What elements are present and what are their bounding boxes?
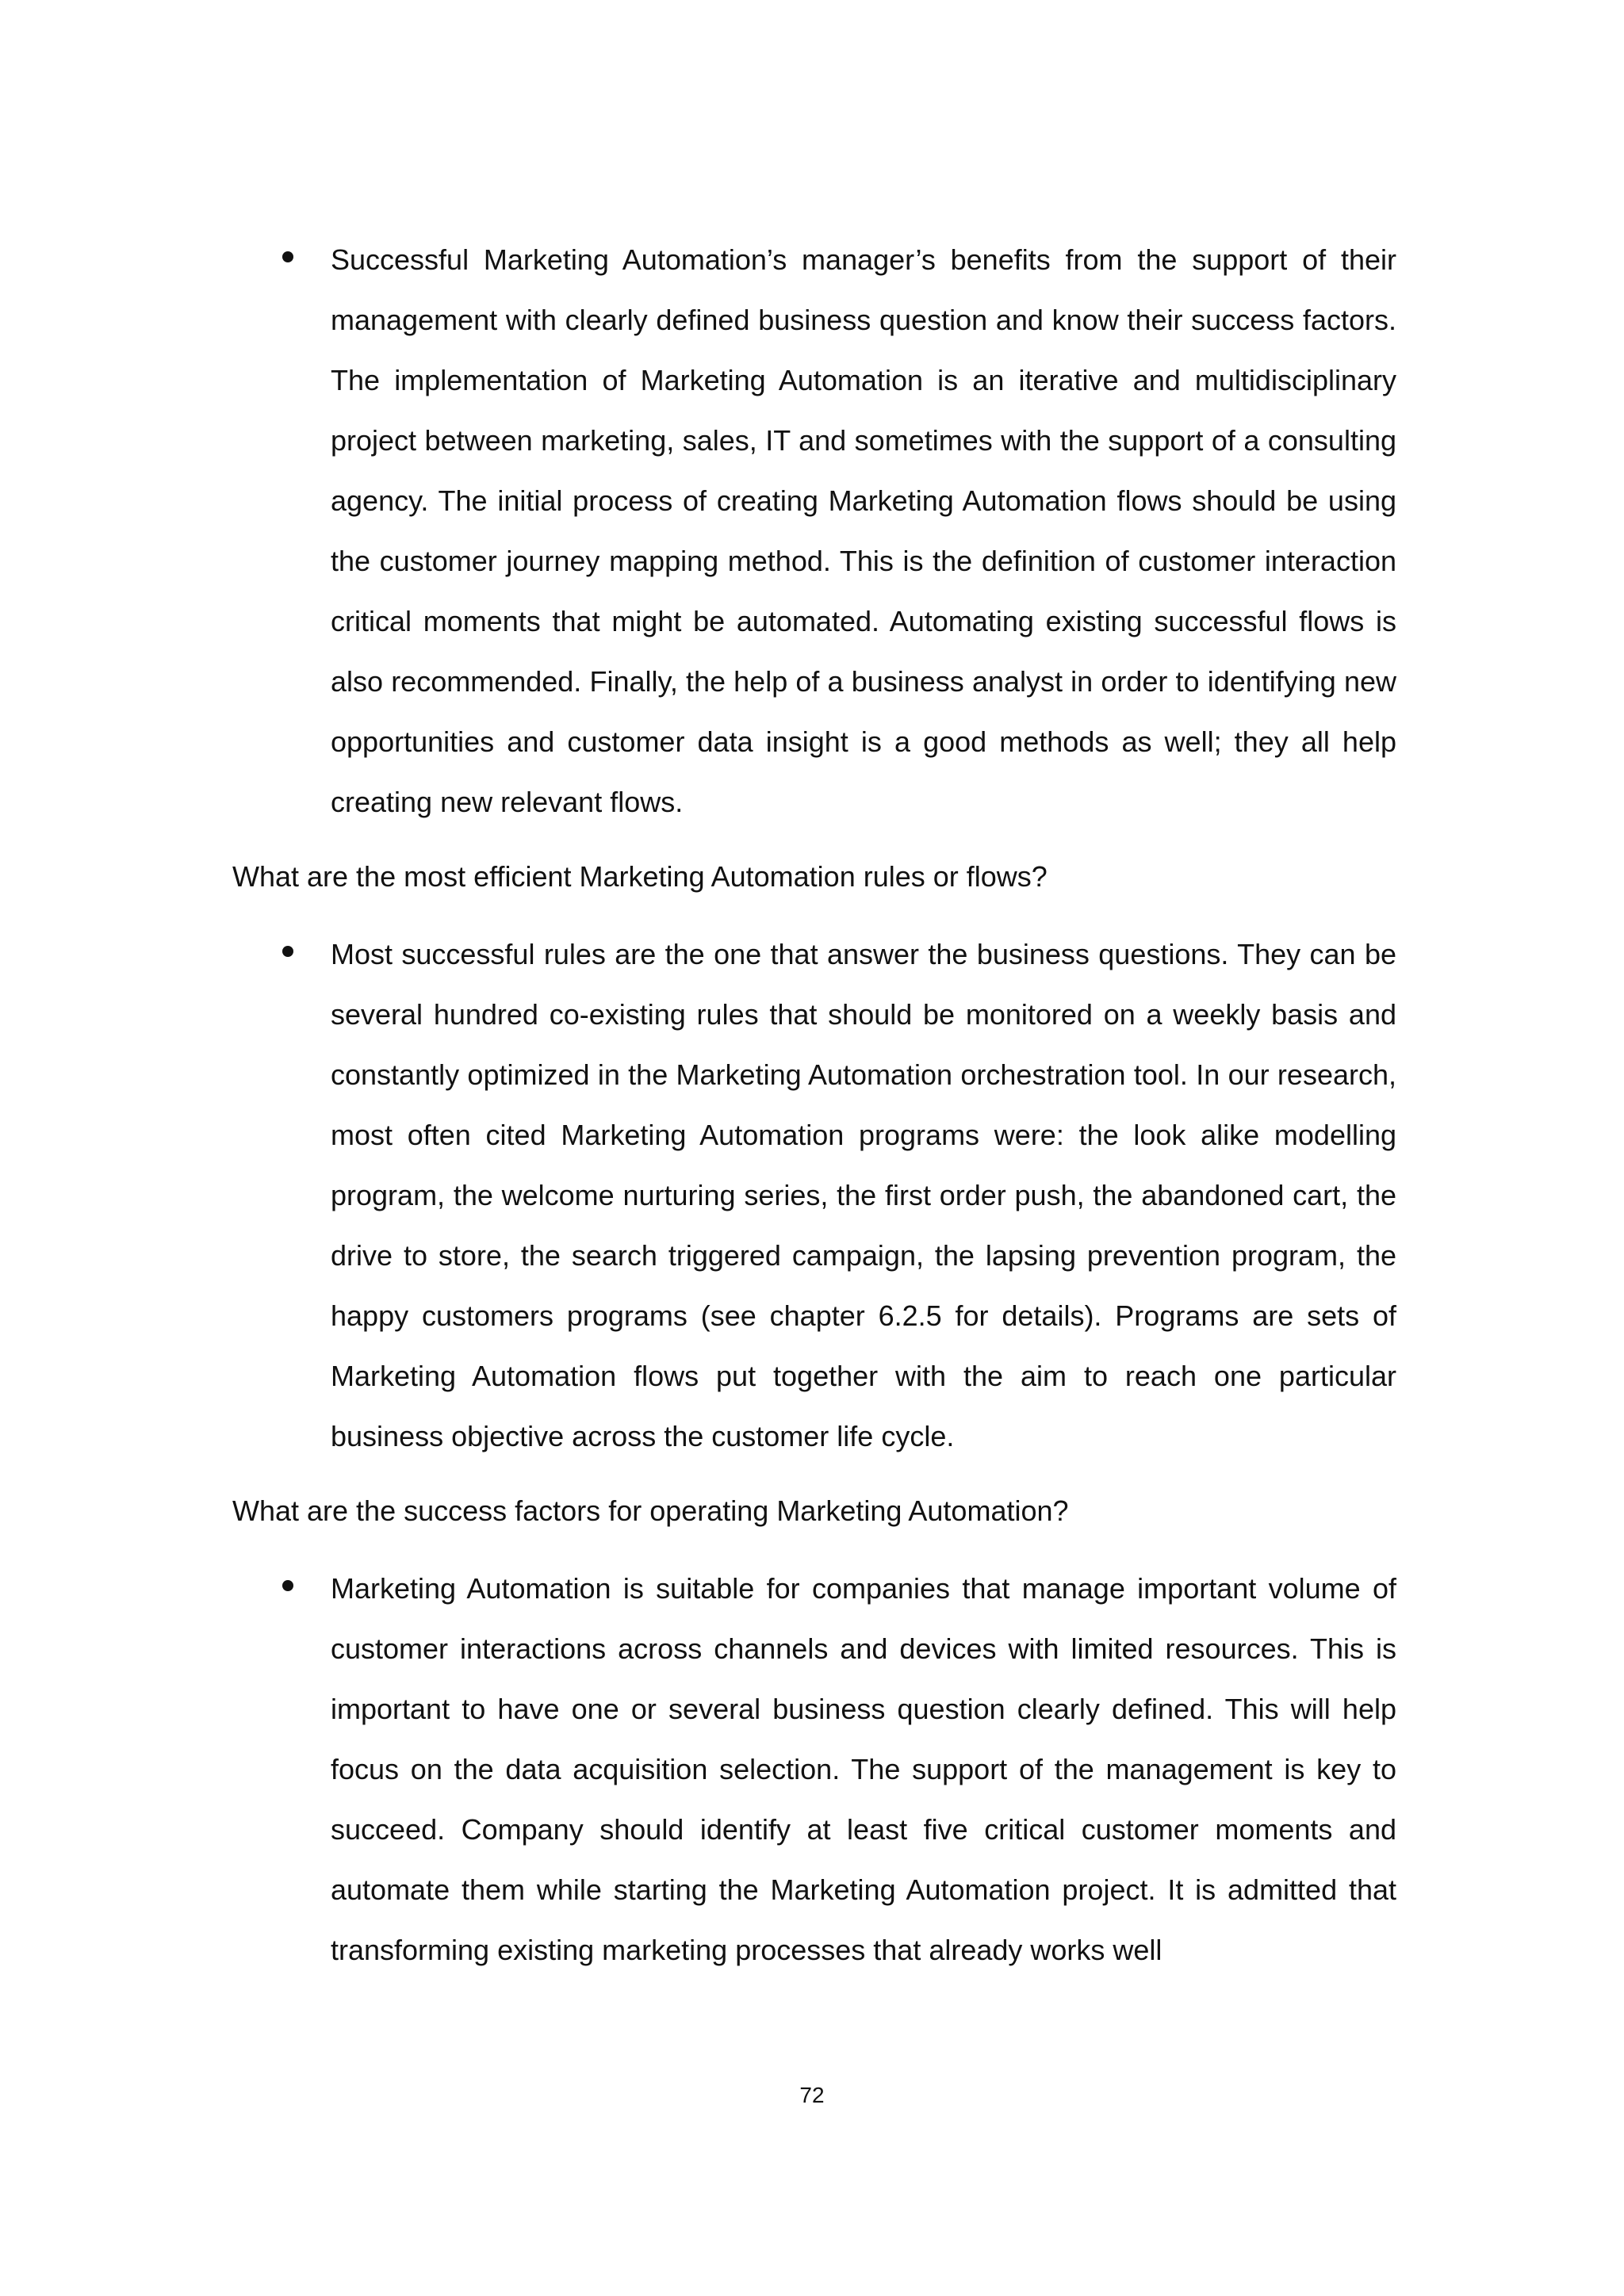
bullet-paragraph: Marketing Automation is suitable for companies that manage important volume of customer interactions across channels and devices with limited resources. This is important to have one or several business question clearly defined. This will help focus on the data acquisition selection. The support of the management is key to succeed. Company should identify at least five critical customer moments and automate them while starting the Marketing Automation project. It is admitted that transforming existing marketing processes that already works well	[331, 1572, 1396, 1966]
question-efficient-rules: What are the most efficient Marketing Automation rules or flows?	[232, 860, 1048, 893]
bullet-item-suitability	[232, 1559, 1400, 1980]
bullet-item-success-managers	[232, 230, 1400, 832]
bullet-paragraph: Successful Marketing Automation’s manager’s benefits from the support of their management with clearly defined business question and know their success factors. The implementation of Marketing Automation is an iterative and multidisciplinary project between marketing, sales, IT and sometimes with the support of a consulting agency. The initial process of creating Marketing Automation flows should be using the customer journey mapping method. This is the definition of customer interaction critical moments that might be automated. Automating existing successful flows is also recommended. Finally, the help of a business analyst in order to identifying new opportunities and customer data insight is a good methods as well; they all help creating new relevant flows.	[331, 243, 1396, 818]
page-body	[232, 230, 1400, 1980]
bullet-icon	[282, 1580, 293, 1591]
question-success-factors: What are the success factors for operating Marketing Automation?	[232, 1494, 1069, 1527]
bullet-icon	[282, 251, 293, 262]
page-number: 72	[799, 2083, 825, 2107]
bullet-icon	[282, 946, 293, 957]
bullet-item-successful-rules	[232, 924, 1400, 1467]
bullet-paragraph: Most successful rules are the one that answer the business questions. They can be several hundred co-existing rules that should be monitored on a weekly basis and constantly optimized in the Marketing Automation orchestration tool. In our research, most often cited Marketing Automation programs were: the look alike modelling program, the welcome nurturing series, the first order push, the abandoned cart, the drive to store, the search triggered campaign, the lapsing prevention program, the happy customers programs (see chapter 6.2.5 for details). Programs are sets of Marketing Automation flows put together with the aim to reach one particular business objective across the customer life cycle.	[331, 938, 1396, 1452]
